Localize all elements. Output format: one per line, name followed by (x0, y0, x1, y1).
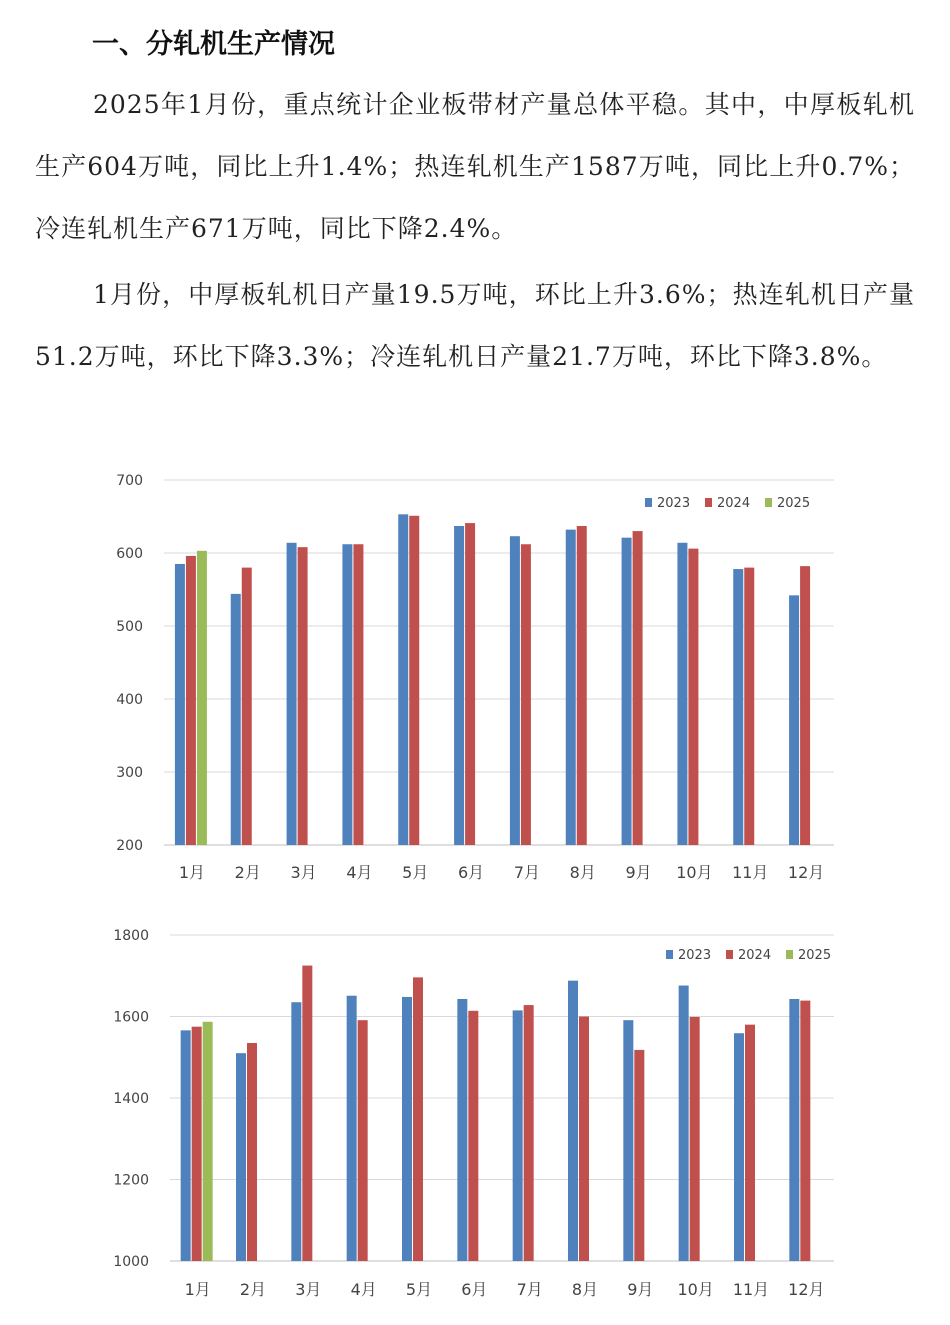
bar-2023 (454, 526, 464, 845)
bar-2024 (633, 531, 643, 845)
legend-label: 2024 (717, 496, 751, 511)
x-tick-label: 12月 (788, 1280, 825, 1299)
legend-swatch (666, 950, 673, 959)
bar-2023 (347, 996, 357, 1261)
y-tick-label: 700 (116, 473, 143, 489)
bar-2024 (744, 568, 754, 845)
bar-2024 (800, 1001, 810, 1261)
x-tick-label: 8月 (571, 1280, 599, 1299)
bar-2025 (203, 1022, 213, 1261)
bar-2024 (521, 544, 531, 845)
bar-2024 (468, 1011, 478, 1261)
paragraph-monthly-output: 2025年1月份，重点统计企业板带材产量总体平稳。其中，中厚板轧机生产604万吨，同比上升1.4%；热连轧机生产1587万吨，同比上升0.7%；冷连轧机生产671万吨，同比下降2.4%。 (35, 90, 915, 243)
bar-2024 (302, 966, 312, 1261)
bar-2024 (409, 516, 419, 845)
y-tick-label: 1400 (113, 1091, 149, 1107)
bar-2023 (236, 1053, 246, 1261)
bar-2023 (513, 1010, 523, 1261)
bar-2023 (398, 514, 408, 845)
legend-label: 2023 (678, 948, 712, 963)
bar-2024 (186, 556, 196, 845)
paragraph-daily-output: 1月份，中厚板轧机日产量19.5万吨，环比上升3.6%；热连轧机日产量51.2万吨，环比下降3.3%；冷连轧机日产量21.7万吨，环比下降3.8%。 (35, 280, 915, 371)
legend-label: 2025 (798, 948, 832, 963)
x-tick-label: 1月 (178, 863, 206, 880)
x-tick-label: 10月 (677, 1280, 714, 1299)
bar-2023 (510, 536, 520, 845)
bar-2023 (568, 981, 578, 1261)
bar-2024 (524, 1005, 534, 1261)
bar-2023 (677, 543, 687, 845)
y-tick-label: 1000 (113, 1254, 149, 1270)
x-tick-label: 7月 (516, 1280, 543, 1299)
x-tick-label: 11月 (732, 1280, 770, 1299)
y-tick-label: 200 (116, 838, 143, 854)
bar-2024 (358, 1020, 368, 1261)
bar-2023 (623, 1020, 633, 1261)
bar-2023 (679, 986, 689, 1261)
y-tick-label: 300 (116, 765, 143, 781)
bar-2023 (175, 564, 185, 845)
x-tick-label: 2月 (239, 1280, 267, 1299)
bar-2024 (800, 566, 810, 845)
bar-2023 (342, 544, 352, 845)
bar-2023 (733, 569, 743, 845)
x-tick-label: 10月 (676, 863, 713, 880)
x-tick-label: 4月 (346, 863, 373, 880)
bar-2023 (734, 1033, 744, 1261)
bar-2023 (181, 1030, 191, 1261)
bar-2024 (688, 549, 698, 845)
bar-2023 (291, 1002, 301, 1261)
bar-2024 (413, 977, 423, 1261)
bar-2023 (566, 530, 576, 845)
x-tick-label: 1月 (184, 1280, 211, 1299)
x-tick-label: 9月 (627, 1280, 654, 1299)
bar-2023 (402, 997, 412, 1261)
bar-2023 (789, 999, 799, 1261)
bar-2024 (247, 1043, 257, 1261)
x-tick-label: 5月 (402, 863, 429, 880)
bar-2023 (287, 543, 297, 845)
bar-2023 (789, 595, 799, 845)
bar-2023 (457, 999, 467, 1261)
legend-label: 2025 (777, 496, 811, 511)
y-tick-label: 500 (116, 619, 143, 635)
bar-2024 (690, 1017, 700, 1261)
bar-2024 (745, 1025, 755, 1261)
legend-swatch (645, 498, 652, 507)
legend-swatch (726, 950, 733, 959)
x-tick-label: 3月 (295, 1280, 322, 1299)
legend-label: 2023 (657, 496, 691, 511)
bar-2024 (577, 526, 587, 845)
legend-swatch (765, 498, 772, 507)
bar-2025 (197, 551, 207, 845)
x-tick-label: 11月 (732, 863, 769, 880)
x-tick-label: 5月 (405, 1280, 433, 1299)
bar-2024 (298, 547, 308, 845)
x-tick-label: 6月 (457, 863, 485, 880)
legend-label: 2024 (738, 948, 772, 963)
bar-2024 (634, 1050, 644, 1261)
y-tick-label: 400 (116, 692, 143, 708)
plate-mill-output-chart (0, 460, 950, 880)
bar-2024 (192, 1027, 202, 1261)
y-tick-label: 1800 (113, 928, 149, 944)
x-tick-label: 3月 (290, 863, 317, 880)
bar-2024 (579, 1017, 589, 1262)
bar-2024 (242, 568, 252, 845)
x-tick-label: 4月 (350, 1280, 377, 1299)
bar-2024 (465, 523, 475, 845)
legend-swatch (786, 950, 793, 959)
x-tick-label: 12月 (787, 863, 825, 880)
bar-2023 (622, 538, 632, 845)
bar-2024 (353, 544, 363, 845)
x-tick-label: 7月 (513, 863, 541, 880)
hot-strip-mill-output-chart (0, 905, 950, 1325)
bar-2023 (231, 594, 241, 845)
y-tick-label: 600 (116, 546, 143, 562)
x-tick-label: 2月 (234, 863, 261, 880)
x-tick-label: 8月 (569, 863, 596, 880)
x-tick-label: 9月 (625, 863, 652, 880)
y-tick-label: 1200 (113, 1172, 149, 1189)
y-tick-label: 1600 (113, 1009, 149, 1026)
legend-swatch (705, 498, 712, 507)
x-tick-label: 6月 (461, 1280, 488, 1299)
section-heading: 一、分轧机生产情况 (92, 29, 335, 60)
